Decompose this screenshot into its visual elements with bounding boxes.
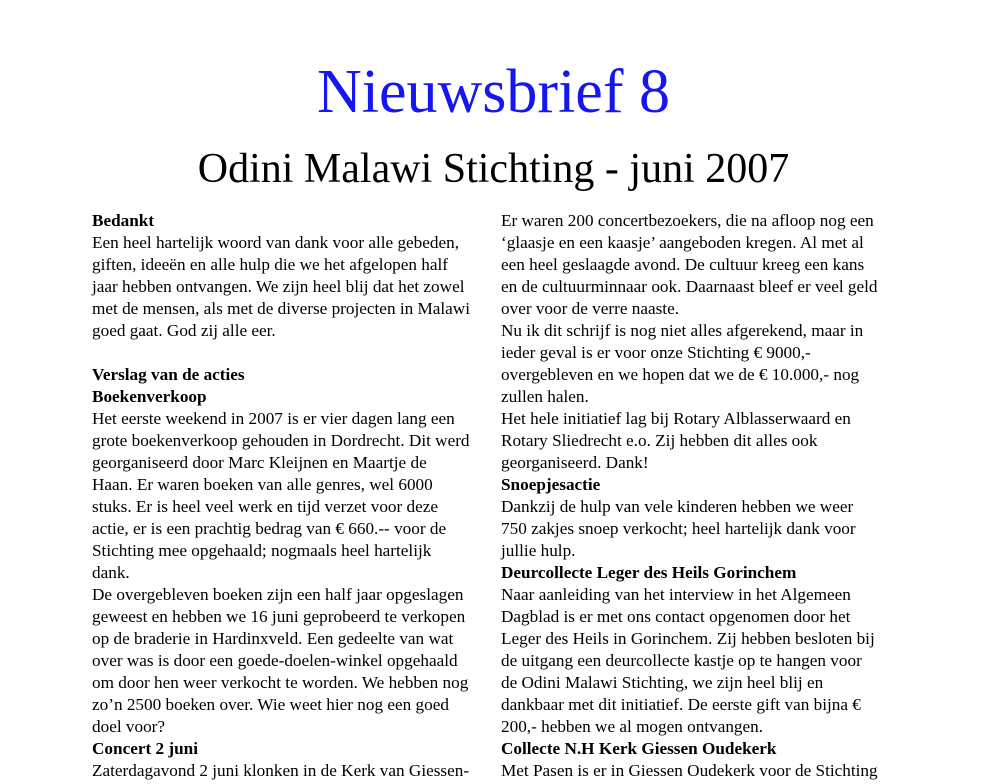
text-line: zullen halen. — [501, 387, 589, 406]
text-line: actie, er is een prachtig bedrag van € 660.-- voor de — [92, 519, 447, 538]
newsletter-title: Nieuwsbrief 8 — [317, 58, 670, 126]
deurcollecte-paragraph — [501, 584, 921, 738]
text-line: met de mensen, als met de diverse projecten in Malawi — [92, 299, 470, 318]
text-line: Zaterdagavond 2 juni klonken in de Kerk van Giessen- — [92, 761, 470, 780]
concert-continued-paragraph — [501, 210, 921, 474]
left-column — [92, 210, 500, 782]
text-line: 750 zakjes snoep verkocht; heel hartelijk dank voor — [501, 519, 856, 538]
section-heading-boekenverkoop: Boekenverkoop — [92, 387, 207, 406]
text-line: Stichting mee opgehaald; nogmaals heel hartelijk — [92, 541, 432, 560]
text-line: zo’n 2500 boeken over. Wie weet hier nog een goed — [92, 695, 449, 714]
text-line: Dagblad is er met ons contact opgenomen door het — [501, 607, 851, 626]
text-line: Dankzij de hulp van vele kinderen hebben we weer — [501, 497, 854, 516]
text-line: over voor de verre naaste. — [501, 299, 679, 318]
section-heading-collecte: Collecte N.H Kerk Giessen Oudekerk — [501, 739, 777, 758]
text-line: ‘glaasje en een kaasje’ aangeboden kregen. Al met al — [501, 233, 864, 252]
text-line: giften, ideeën en alle hulp die we het afgelopen half — [92, 255, 449, 274]
text-line: stuks. Er is heel veel werk en tijd verzet voor deze — [92, 497, 439, 516]
text-line: ieder geval is er voor onze Stichting € 9000,- — [501, 343, 811, 362]
concert-paragraph — [92, 760, 500, 782]
text-line: Leger des Heils in Gorinchem. Zij hebben besloten bij — [501, 629, 875, 648]
text-line: georganiseerd door Marc Kleijnen en Maartje de — [92, 453, 427, 472]
text-line: om door hen weer verkocht te worden. We hebben nog — [92, 673, 469, 692]
text-line: op de braderie in Hardinxveld. Een gedeelte van wat — [92, 629, 454, 648]
bedankt-paragraph — [92, 232, 500, 342]
text-line: overgebleven en we hopen dat we de € 10.000,- nog — [501, 365, 860, 384]
text-line: geweest en hebben we 16 juni geprobeerd te verkopen — [92, 607, 466, 626]
text-line: Nu ik dit schrijf is nog niet alles afgerekend, maar in — [501, 321, 864, 340]
text-line: grote boekenverkoop gehouden in Dordrecht. Dit werd — [92, 431, 470, 450]
section-heading-bedankt: Bedankt — [92, 211, 155, 230]
collecte-paragraph — [501, 760, 921, 782]
text-line: georganiseerd. Dank! — [501, 453, 649, 472]
text-line: Haan. Er waren boeken van alle genres, wel 6000 — [92, 475, 433, 494]
text-line: Het eerste weekend in 2007 is er vier dagen lang een — [92, 409, 455, 428]
boekenverkoop-paragraph — [92, 408, 500, 738]
text-line: Er waren 200 concertbezoekers, die na afloop nog een — [501, 211, 874, 230]
text-line: doel voor? — [92, 717, 166, 736]
text-line: dank. — [92, 563, 130, 582]
text-line: De overgebleven boeken zijn een half jaar opgeslagen — [92, 585, 464, 604]
text-line: jullie hulp. — [501, 541, 576, 560]
text-line: Rotary Sliedrecht e.o. Zij hebben dit alles ook — [501, 431, 818, 450]
text-line: 200,- hebben we al mogen ontvangen. — [501, 717, 764, 736]
text-line: Met Pasen is er in Giessen Oudekerk voor de Stichting — [501, 761, 878, 780]
newsletter-subtitle: Odini Malawi Stichting - juni 2007 — [197, 146, 790, 192]
section-heading-snoepjesactie: Snoepjesactie — [501, 475, 601, 494]
text-line: goed gaat. God zij alle eer. — [92, 321, 276, 340]
text-line: de Odini Malawi Stichting, we zijn heel blij en — [501, 673, 824, 692]
section-heading-deurcollecte: Deurcollecte Leger des Heils Gorinchem — [501, 563, 797, 582]
text-line: de uitgang een deurcollecte kastje op te hangen voor — [501, 651, 862, 670]
text-line: Een heel hartelijk woord van dank voor alle gebeden, — [92, 233, 460, 252]
text-line: een heel geslaagde avond. De cultuur kreeg een kans — [501, 255, 865, 274]
text-line: Het hele initiatief lag bij Rotary Alblasserwaard en — [501, 409, 851, 428]
text-line: over was is door een goede-doelen-winkel opgehaald — [92, 651, 458, 670]
text-line: dankbaar met dit initiatief. De eerste gift van bijna € — [501, 695, 861, 714]
paragraph-gap — [92, 342, 500, 364]
text-line: Naar aanleiding van het interview in het Algemeen — [501, 585, 851, 604]
section-heading-verslag: Verslag van de acties — [92, 365, 245, 384]
text-line: en de cultuurminnaar ook. Daarnaast bleef er veel geld — [501, 277, 878, 296]
snoepjesactie-paragraph — [501, 496, 921, 562]
section-heading-concert: Concert 2 juni — [92, 739, 198, 758]
right-column — [501, 210, 921, 782]
text-line: jaar hebben ontvangen. We zijn heel blij dat het zowel — [92, 277, 465, 296]
